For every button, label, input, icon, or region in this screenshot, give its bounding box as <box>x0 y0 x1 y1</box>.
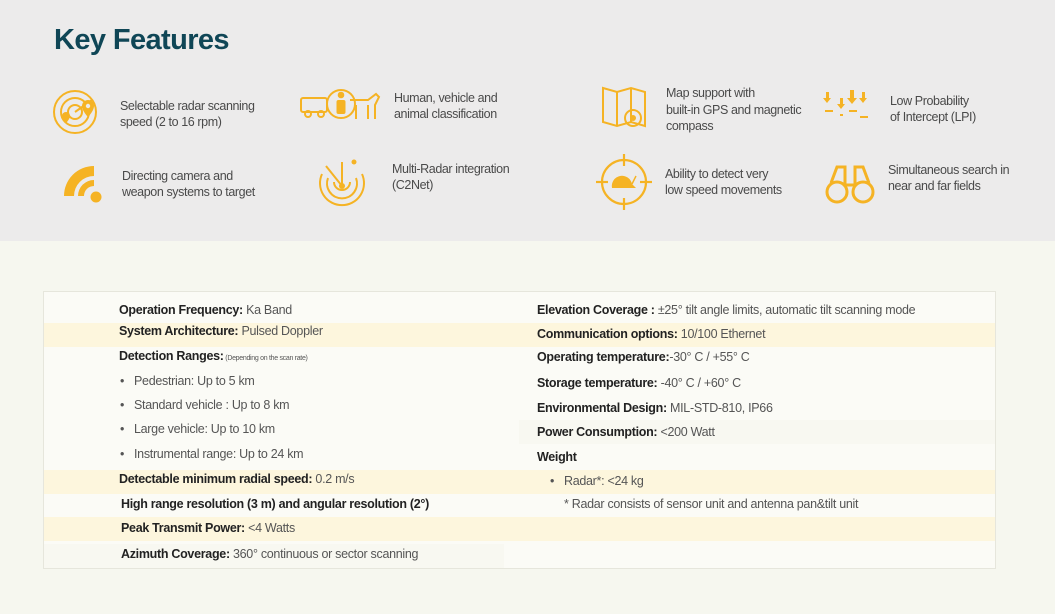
feature-map-gps <box>598 82 801 138</box>
spec-bullet: • Pedestrian: Up to 5 km <box>120 374 255 388</box>
feature-text: Low Probability of Intercept (LPI) <box>890 93 976 124</box>
spec-bullet: • Instrumental range: Up to 24 km <box>120 447 303 461</box>
feature-text: Map support with built-in GPS and magnetic compass <box>666 86 802 134</box>
feature-text: Multi-Radar integration (C2Net) <box>392 161 510 192</box>
feature-simultaneous-search <box>824 158 1009 214</box>
feature-text: Selectable radar scanning speed (2 to 16 rpm) <box>120 98 255 129</box>
multi-radar-icon <box>314 156 370 212</box>
spec-resolution: High range resolution (3 m) and angular resolution (2°) <box>121 497 429 511</box>
key-features-panel <box>0 0 1055 241</box>
lpi-signal-icon <box>822 86 876 142</box>
feature-radar-scanning <box>48 86 255 142</box>
spec-bullet: • Large vehicle: Up to 10 km <box>120 422 275 436</box>
feature-low-speed <box>594 152 782 212</box>
feature-text: Human, vehicle and animal classification <box>394 90 498 121</box>
radar-scan-icon <box>48 86 104 142</box>
binoculars-icon <box>824 158 876 214</box>
snail-target-icon <box>594 152 654 212</box>
map-compass-icon <box>598 82 652 138</box>
spec-weight: Weight <box>537 450 577 464</box>
feature-lpi <box>822 86 976 142</box>
spec-power-consumption: Power Consumption: <200 Watt <box>537 425 715 439</box>
spec-bullet: • Standard vehicle : Up to 8 km <box>120 398 289 412</box>
spec-elevation-coverage: Elevation Coverage : ±25° tilt angle limits, automatic tilt scanning mode <box>537 303 916 317</box>
spec-communication-options: Communication options: 10/100 Ethernet <box>537 327 766 341</box>
feature-classification <box>298 78 497 134</box>
feature-multi-radar <box>314 156 509 212</box>
feature-text: Directing camera and weapon systems to target <box>122 168 255 199</box>
spec-operation-frequency: Operation Frequency: Ka Band <box>119 303 292 317</box>
spec-azimuth-coverage: Azimuth Coverage: 360° continuous or sector scanning <box>121 547 419 561</box>
page-title: Key Features <box>54 24 229 56</box>
spec-table <box>43 291 996 569</box>
spec-system-architecture: System Architecture: Pulsed Doppler <box>119 324 323 338</box>
human-vehicle-animal-icon <box>298 78 382 134</box>
spec-min-radial-speed: Detectable minimum radial speed: 0.2 m/s <box>119 472 355 486</box>
spec-detection-ranges: Detection Ranges: (Depending on the scan rate) <box>119 349 308 363</box>
spec-footnote: * Radar consists of sensor unit and antenna pan&tilt unit <box>564 497 859 511</box>
spec-operating-temperature: Operating temperature:-30° C / +55° C <box>537 350 750 364</box>
camera-direction-icon <box>58 156 110 212</box>
spec-environmental-design: Environmental Design: MIL-STD-810, IP66 <box>537 401 773 415</box>
spec-bullet: • Radar*: <24 kg <box>550 474 644 488</box>
spec-peak-transmit-power: Peak Transmit Power: <4 Watts <box>121 521 295 535</box>
feature-camera-direction <box>58 156 255 212</box>
feature-text: Ability to detect very low speed movements <box>665 166 782 197</box>
feature-text: Simultaneous search in near and far fields <box>888 162 1010 193</box>
spec-storage-temperature: Storage temperature: -40° C / +60° C <box>537 376 741 390</box>
